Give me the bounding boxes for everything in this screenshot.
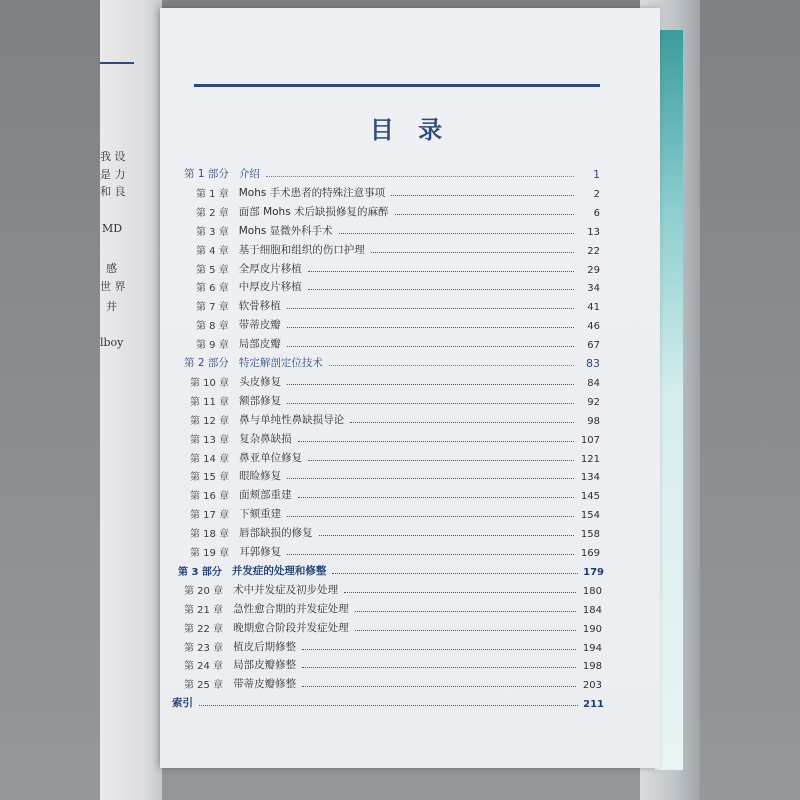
- toc-entry-title: 全厚皮片移植: [238, 262, 302, 275]
- left-page-text: 和 良: [100, 185, 126, 198]
- toc-entry-number: 第 3 章: [196, 226, 229, 238]
- toc-entry-title: 头皮修复: [239, 375, 282, 388]
- toc-entry-title: 面部 Mohs 术后缺损修复的麻醉: [238, 205, 389, 218]
- toc-chapter-entry: [196, 240, 600, 257]
- toc-entry-number: 第 24 章: [184, 661, 224, 673]
- toc-entry-title: 面颊部重建: [239, 489, 292, 502]
- left-page-text: 是 力: [100, 168, 126, 181]
- toc-entry-page: 184: [582, 604, 602, 616]
- toc-chapter-entry: [196, 296, 600, 313]
- toc-entry-title: 鼻与单纯性鼻缺损导论: [239, 413, 345, 426]
- toc-entry-number: 第 6 章: [196, 283, 229, 295]
- toc-leader-dots: [287, 307, 574, 309]
- toc-entry-number: 第 21 章: [184, 604, 224, 616]
- toc-entry-page: 179: [583, 566, 604, 578]
- toc-leader-dots: [302, 648, 576, 650]
- toc-entry-number: 第 2 章: [196, 207, 229, 219]
- left-page-text: 世 界: [100, 280, 126, 293]
- toc-chapter-entry: [184, 599, 602, 616]
- toc-entry-number: 第 4 章: [196, 245, 229, 257]
- toc-chapter-entry: [196, 183, 600, 200]
- toc-leader-dots: [395, 213, 574, 215]
- toc-chapter-entry: [196, 259, 600, 276]
- toc-chapter-entry: [190, 372, 600, 389]
- toc-leader-dots: [199, 704, 578, 706]
- toc-chapter-entry: [196, 202, 600, 219]
- toc-entry-page: 158: [580, 529, 600, 541]
- toc-entry-number: 第 14 章: [190, 453, 230, 465]
- toc-entry-number: 第 10 章: [190, 377, 230, 389]
- toc-entry-title: 软骨移植: [238, 300, 281, 313]
- toc-entry-number: 第 25 章: [184, 680, 224, 692]
- toc-entry-number: 第 9 章: [196, 340, 229, 352]
- toc-leader-dots: [298, 440, 574, 442]
- toc-chapter-entry: [190, 448, 600, 465]
- toc-chapter-entry: [190, 523, 600, 540]
- toc-entry-number: 第 16 章: [190, 491, 230, 503]
- toc-chapter-entry: [190, 391, 600, 408]
- toc-entry-page: 98: [587, 415, 600, 427]
- toc-entry-title: 急性愈合期的并发症处理: [233, 602, 349, 615]
- toc-entry-page: 154: [580, 510, 600, 522]
- toc-entry-page: 46: [587, 321, 600, 333]
- toc-entry-title: 特定解剖定位技术: [238, 357, 323, 369]
- toc-entry-number: 第 18 章: [190, 529, 230, 541]
- toc-entry-page: 1: [593, 168, 600, 181]
- toc-entry-title: 索引: [172, 697, 193, 710]
- toc-chapter-entry: [184, 674, 602, 691]
- toc-entry-page: 92: [587, 396, 600, 408]
- toc-entry-title: 术中并发症及初步处理: [233, 583, 339, 596]
- toc-leader-dots: [332, 572, 578, 574]
- left-page: [100, 0, 162, 800]
- toc-entry-title: Mohs 显微外科手术: [238, 224, 333, 237]
- toc-entry-page: 107: [580, 434, 600, 446]
- toc-entry-page: 121: [580, 453, 600, 465]
- toc-entry-number: 第 15 章: [190, 472, 230, 484]
- toc-leader-dots: [391, 194, 574, 196]
- toc-entry-page: 67: [587, 340, 600, 352]
- toc-entry-number: 第 12 章: [190, 415, 230, 427]
- toc-leader-dots: [308, 459, 574, 461]
- left-page-rule: [100, 62, 134, 64]
- toc-chapter-entry: [184, 618, 602, 635]
- toc-entry-title: 唇部缺损的修复: [239, 527, 313, 540]
- toc-leader-dots: [355, 610, 576, 612]
- left-page-text: 我 设: [100, 150, 126, 163]
- toc-part-entry: [184, 164, 600, 181]
- toc-leader-dots: [287, 515, 574, 517]
- toc-entry-page: 190: [582, 623, 602, 635]
- toc-entry-page: 180: [582, 585, 602, 597]
- toc-entry-title: 介绍: [238, 168, 260, 180]
- toc-entry-page: 41: [587, 302, 600, 314]
- page-title: 目 录: [369, 116, 451, 144]
- toc-leader-dots: [355, 629, 576, 631]
- toc-entry-page: 83: [586, 357, 600, 370]
- toc-entry-number: 第 7 章: [196, 302, 229, 314]
- toc-entry-title: 植皮后期修整: [233, 640, 297, 653]
- toc-entry-number: 第 3 部分: [178, 566, 222, 578]
- toc-entry-number: 第 8 章: [196, 321, 229, 333]
- toc-chapter-entry: [196, 277, 600, 294]
- left-page-text: MD: [102, 222, 123, 235]
- toc-entry-page: 2: [593, 188, 600, 200]
- toc-chapter-entry: [190, 466, 600, 483]
- toc-entry-title: 眼睑修复: [239, 470, 282, 483]
- toc-chapter-entry: [184, 580, 602, 597]
- toc-entry-page: 84: [587, 377, 600, 389]
- toc-chapter-entry: [190, 485, 600, 502]
- toc-leader-dots: [287, 345, 574, 347]
- toc-entry-page: 134: [580, 472, 600, 484]
- toc-entry-number: 第 23 章: [184, 642, 224, 654]
- toc-entry-number: 第 11 章: [190, 396, 230, 408]
- toc-entry-title: Mohs 手术患者的特殊注意事项: [238, 186, 386, 199]
- toc-leader-dots: [308, 288, 574, 290]
- toc-entry-title: 带蒂皮瓣修整: [233, 678, 297, 691]
- toc-leader-dots: [371, 251, 574, 253]
- toc-chapter-entry: [190, 410, 600, 427]
- toc-entry-page: 169: [580, 548, 600, 559]
- toc-entry-title: 中厚皮片移植: [238, 281, 302, 294]
- header-rule: [194, 84, 600, 87]
- toc-leader-dots: [302, 685, 576, 687]
- toc-entry-page: 211: [583, 699, 604, 711]
- toc-entry-page: 6: [593, 207, 600, 219]
- toc-entry-page: 22: [587, 245, 600, 257]
- toc-leader-dots: [266, 175, 574, 177]
- toc-entry-title: 局部皮瓣: [238, 338, 281, 351]
- toc-leader-dots: [329, 364, 574, 366]
- toc-chapter-entry: [184, 637, 602, 654]
- toc-entry-number: 第 19 章: [190, 548, 230, 559]
- toc-leader-dots: [308, 270, 574, 272]
- toc-leader-dots: [302, 666, 576, 668]
- toc-entry-page: 145: [580, 491, 600, 503]
- toc-leader-dots: [287, 402, 574, 404]
- toc-leader-dots: [287, 326, 574, 328]
- left-page-text: lboy: [100, 336, 124, 349]
- toc-leader-dots: [287, 477, 574, 479]
- toc-entry-number: 第 13 章: [190, 434, 230, 446]
- toc-entry-title: 耳郭修复: [239, 546, 282, 558]
- toc-entry-title: 并发症的处理和修整: [231, 564, 327, 577]
- toc-leader-dots: [344, 591, 576, 593]
- toc-entry-title: 复杂鼻缺损: [239, 432, 292, 445]
- toc-leader-dots: [287, 383, 574, 385]
- left-page-text: 感: [106, 262, 117, 275]
- toc-chapter-entry: [190, 542, 600, 559]
- toc-leader-dots: [319, 534, 574, 536]
- toc-entry-page: 29: [587, 264, 600, 276]
- toc-chapter-entry: [190, 504, 600, 521]
- toc-entry-number: 第 20 章: [184, 585, 224, 597]
- toc-entry-number: 第 1 章: [196, 188, 229, 200]
- toc-part-entry: [178, 561, 604, 578]
- toc-entry-page: 13: [587, 226, 600, 238]
- toc-page: [160, 8, 660, 768]
- left-page-text: 并: [106, 300, 117, 313]
- toc-leader-dots: [339, 232, 574, 234]
- toc-leader-dots: [350, 421, 574, 423]
- toc-entry-page: 34: [587, 283, 600, 295]
- toc-entry-page: 194: [582, 642, 602, 654]
- toc-entry-title: 下颏重建: [239, 508, 282, 521]
- toc-entry-title: 鼻亚单位修复: [239, 451, 303, 464]
- toc-entry-title: 局部皮瓣修整: [233, 659, 297, 672]
- toc-entry-number: 第 5 章: [196, 264, 229, 276]
- toc-entry-number: 第 22 章: [184, 623, 224, 635]
- toc-entry-number: 第 1 部分: [184, 168, 229, 180]
- toc-entry-page: 198: [582, 661, 602, 673]
- toc-entry-title: 晚期愈合阶段并发症处理: [233, 621, 349, 634]
- toc-chapter-entry: [196, 221, 600, 238]
- toc-leader-dots: [298, 496, 574, 498]
- toc-chapter-entry: [196, 334, 600, 351]
- toc-entry-number: 第 2 部分: [184, 357, 229, 369]
- toc-entry-number: 第 17 章: [190, 510, 230, 522]
- toc-leader-dots: [287, 553, 574, 555]
- toc-entry-title: 带蒂皮瓣: [238, 319, 281, 332]
- toc-chapter-entry: [196, 315, 600, 332]
- toc-entry-title: 基于细胞和组织的伤口护理: [238, 243, 365, 256]
- toc-part-entry: [184, 353, 600, 370]
- toc-chapter-entry: [184, 655, 602, 672]
- toc-chapter-entry: [190, 429, 600, 446]
- toc-entry-title: 额部修复: [239, 394, 282, 407]
- toc-entry-page: 203: [582, 680, 602, 692]
- toc-index-entry: [172, 693, 604, 710]
